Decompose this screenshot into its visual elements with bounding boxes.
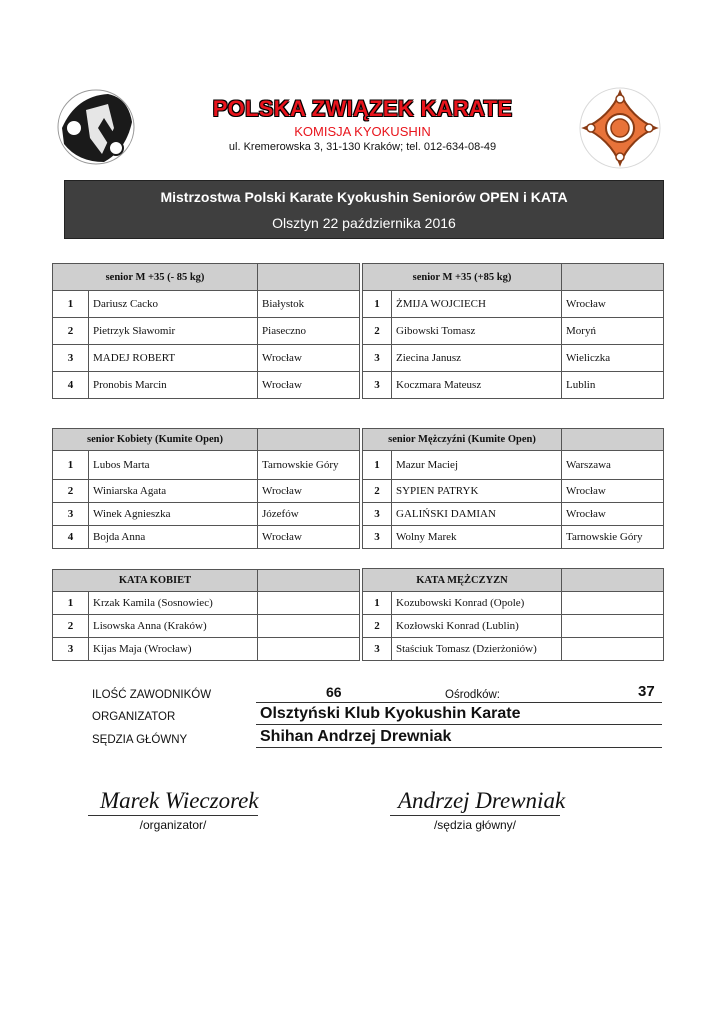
results-table-kata-women (52, 569, 360, 661)
table-row: 3 MADEJ ROBERT Wrocław (53, 345, 360, 372)
table-row: 3 Kijas Maja (Wrocław) (53, 638, 360, 661)
table-row: 1 ŻMIJA WOJCIECH Wrocław (363, 291, 664, 318)
table-row: 3 Koczmara Mateusz Lublin (363, 372, 664, 399)
event-place-date: Olsztyn 22 października 2016 (272, 215, 456, 231)
divider (256, 724, 662, 725)
chief-judge-label: SĘDZIA GŁÓWNY (92, 734, 188, 746)
competitors-label: ILOŚĆ ZAWODNIKÓW (92, 689, 212, 701)
table-title: KATA MĘŻCZYZN (363, 569, 562, 592)
organizer-caption: /organizator/ (139, 818, 207, 832)
organizer-value: Olsztyński Klub Kyokushin Karate (260, 705, 521, 722)
centers-label: Ośrodków: (445, 689, 500, 701)
table-row: 1 Krzak Kamila (Sosnowiec) (53, 592, 360, 615)
chief-judge-signature: Andrzej Drewniak (398, 788, 566, 813)
table-row: 3 Ziecina Janusz Wieliczka (363, 345, 664, 372)
table-row: 4 Pronobis Marcin Wrocław (53, 372, 360, 399)
event-banner (64, 180, 664, 239)
table-title: senior Mężczyźni (Kumite Open) (363, 429, 562, 451)
table-title: senior Kobiety (Kumite Open) (53, 429, 258, 451)
results-table-m35-85 (52, 263, 360, 399)
table-title: KATA KOBIET (53, 570, 258, 592)
table-row: 2 Lisowska Anna (Kraków) (53, 615, 360, 638)
table-row: 1 Kozubowski Konrad (Opole) (363, 592, 664, 615)
table-row: 3 Staściuk Tomasz (Dzierżoniów) (363, 638, 664, 661)
commission-subtitle: KOMISJA KYOKUSHIN (294, 124, 431, 139)
table-row: 2 Winiarska Agata Wrocław (53, 480, 360, 503)
table-row: 1 Lubos Marta Tarnowskie Góry (53, 451, 360, 480)
results-table-women-open (52, 428, 360, 549)
results-table-men-open (362, 428, 664, 549)
organization-address: ul. Kremerowska 3, 31-130 Kraków; tel. 012-634-08-49 (228, 141, 497, 153)
signature-line (390, 815, 560, 816)
table-row: 2 SYPIEN PATRYK Wrocław (363, 480, 664, 503)
event-title: Mistrzostwa Polski Karate Kyokushin Seniorów OPEN i KATA (160, 189, 568, 205)
table-row: 2 Pietrzyk Sławomir Piaseczno (53, 318, 360, 345)
competitors-value: 66 (326, 684, 342, 700)
divider (256, 702, 662, 703)
table-title: senior M +35 (- 85 kg) (53, 264, 258, 291)
results-table-m35-plus85 (362, 263, 664, 399)
chief-judge-value: Shihan Andrzej Drewniak (260, 728, 452, 745)
karate-fighter-logo-icon (56, 88, 136, 166)
table-row: 3 Wolny Marek Tarnowskie Góry (363, 526, 664, 549)
organizer-signature: Marek Wieczorek (100, 788, 259, 813)
table-row: 2 Gibowski Tomasz Moryń (363, 318, 664, 345)
table-row: 3 Winek Agnieszka Józefów (53, 503, 360, 526)
organizer-label: ORGANIZATOR (92, 711, 176, 723)
table-row: 2 Kozłowski Konrad (Lublin) (363, 615, 664, 638)
table-row: 1 Dariusz Cacko Białystok (53, 291, 360, 318)
chief-judge-caption: /sędzia główny/ (433, 818, 517, 832)
table-title: senior M +35 (+85 kg) (363, 264, 562, 291)
table-row: 3 GALIŃSKI DAMIAN Wrocław (363, 503, 664, 526)
results-table-kata-men (362, 568, 664, 661)
table-row: 4 Bojda Anna Wrocław (53, 526, 360, 549)
signature-line (88, 815, 258, 816)
organization-title: POLSKA ZWIĄZEK KARATE (212, 96, 513, 121)
centers-value: 37 (638, 683, 655, 700)
kyokushin-kanku-logo-icon (578, 86, 662, 170)
table-row: 1 Mazur Maciej Warszawa (363, 451, 664, 480)
divider (256, 747, 662, 748)
